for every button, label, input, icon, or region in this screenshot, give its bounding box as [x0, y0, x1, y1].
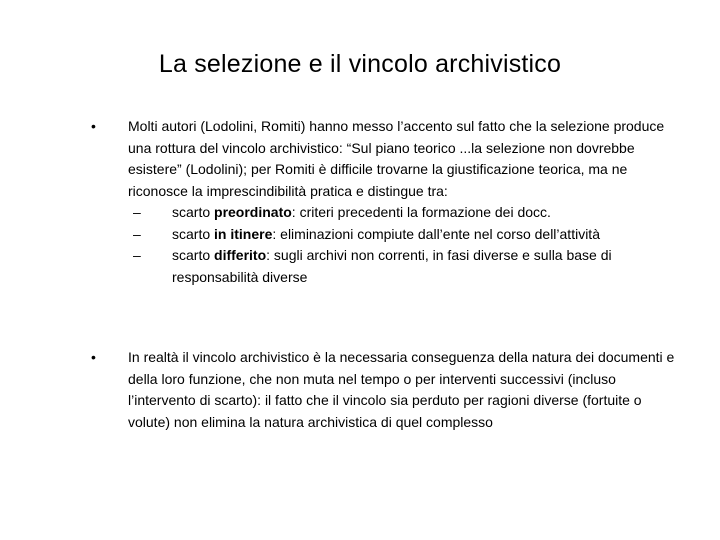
sub-item-prefix: scarto	[172, 204, 215, 220]
slide-title: La selezione e il vincolo archivistico	[158, 50, 562, 78]
sub-item-term: preordinato	[214, 204, 292, 220]
dash-marker: –	[133, 225, 141, 242]
bullet-text: Molti autori (Lodolini, Romiti) hanno messo l’accento sul fatto che la selezione produce una rottura del vincolo archivistico: “Sul piano teorico ...la selezione non dovrebbe esistere” (Lodolini); per Romiti è difficile trovarne la giustificazione teorica, ma ne riconosce la imprescindibilità pratica e distingue tra:	[128, 118, 665, 199]
sub-item-description: : eliminazioni compiute dall’ente nel corso dell’attività	[272, 225, 600, 242]
dash-marker: –	[133, 204, 141, 220]
sub-item-term: in itinere	[214, 225, 273, 242]
sub-item-prefix: scarto	[172, 225, 215, 242]
bullet-item-1	[128, 116, 676, 288]
bullet-marker: •	[91, 349, 96, 365]
sub-item-term: differito	[214, 247, 267, 263]
sub-item-description: : criteri precedenti la formazione dei docc.	[291, 204, 551, 220]
bullet-text: In realtà il vincolo archivistico è la necessaria conseguenza della natura dei documenti e della loro funzione, che non muta nel tempo o per interventi successivi (incluso l’intervento di scarto): il fatto che il vincolo sia perduto per ragioni diverse (fortuite o volute) non elimina la natura archivistica di quel complesso	[128, 349, 675, 430]
sub-item-prefix: scarto	[172, 247, 215, 263]
dash-marker: –	[133, 247, 141, 263]
sub-item-preordinato	[128, 202, 676, 224]
sub-item-in-itinere	[128, 224, 676, 246]
bullet-item-2	[128, 347, 676, 433]
sub-item-description: : sugli archivi non correnti, in fasi diverse e sulla base di responsabilità diverse	[172, 247, 612, 285]
bullet-marker: •	[91, 118, 96, 134]
sub-item-differito	[128, 245, 676, 288]
